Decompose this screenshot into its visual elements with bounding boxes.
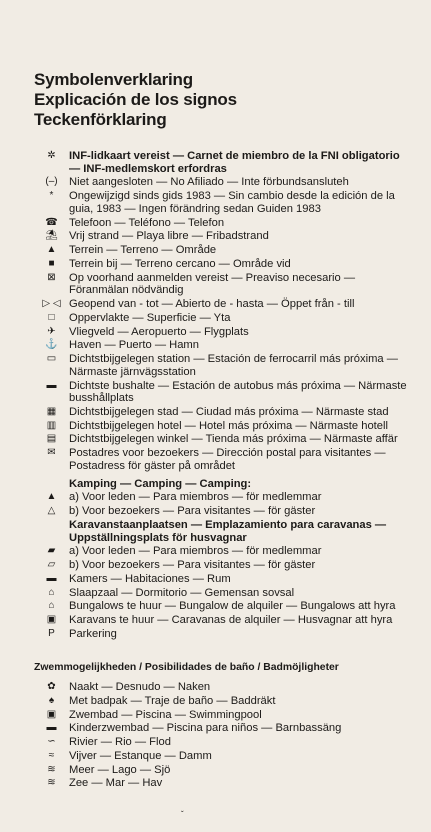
symbol-icon: ∽	[47, 736, 56, 748]
legend-text: Telefoon — Teléfono — Telefon	[69, 216, 225, 229]
legend-row	[34, 505, 409, 518]
legend-text: Kamers — Habitaciones — Rum	[69, 572, 231, 585]
symbol-icon: ▭	[46, 353, 57, 365]
legend-row	[34, 406, 409, 419]
legend-text: Dichtstbijgelegen station — Estación de ferrocarril más próxima — Närmaste järnvägsstation	[69, 353, 398, 378]
legend-row	[34, 326, 409, 339]
symbol-icon: ✲	[47, 150, 56, 161]
legend-row	[34, 244, 409, 257]
symbol-icon: ✉	[47, 447, 56, 459]
symbol-icon: ▲	[46, 244, 57, 256]
legend-text: Karavanstaanplaatsen — Emplazamiento para caravanas — Uppställningsplats för husvagnar	[69, 518, 387, 544]
title-block	[34, 70, 237, 130]
legend-text: INF-lidkaart vereist — Carnet de miembro de la FNI obligatorio — INF-medlemskort erfordras	[69, 150, 400, 175]
symbol-list	[34, 150, 409, 642]
symbol-icon: ☎	[45, 216, 58, 228]
legend-text: Niet aangesloten — No Afiliado — Inte förbundsansluteh	[69, 176, 349, 189]
symbol-icon: ⚓	[45, 339, 58, 351]
symbol-icon: *	[49, 190, 54, 202]
legend-row	[34, 722, 409, 735]
title-swedish: Teckenförklaring	[34, 110, 167, 129]
legend-row	[34, 420, 409, 433]
legend-row	[34, 681, 409, 694]
symbol-icon: ▬	[46, 379, 57, 391]
legend-text: Slaapzaal — Dormitorio — Gemensan sovsal	[69, 586, 295, 599]
symbol-icon: ▰	[47, 545, 56, 557]
title-dutch: Symbolenverklaring	[34, 70, 193, 89]
legend-row	[34, 380, 409, 405]
legend-text: Dichtstbijgelegen stad — Ciudad más próxima — Närmaste stad	[69, 405, 389, 418]
legend-text: Parkering	[69, 628, 117, 641]
legend-row	[34, 777, 409, 790]
legend-text: Zwembad — Piscina — Swimmingpool	[69, 708, 262, 721]
legend-row	[34, 433, 409, 446]
swimming-heading: Zwemmogelijkheden / Posibilidades de baño / Badmöjligheter	[34, 662, 339, 673]
legend-text: Haven — Puerto — Hamn	[69, 339, 199, 352]
symbol-icon: ⛱	[45, 230, 58, 242]
legend-text: Postadres voor bezoekers — Dirección postal para visitantes — Postadress för gäster på området	[69, 447, 386, 472]
legend-text: a) Voor leden — Para miembros — för medlemmar	[69, 491, 322, 504]
symbol-icon: ≋	[47, 777, 56, 789]
legend-text: Zee — Mar — Hav	[69, 777, 163, 790]
legend-row	[34, 519, 409, 544]
legend-text: Vijver — Estanque — Damm	[69, 749, 212, 762]
swimming-list	[34, 681, 409, 791]
symbol-icon: P	[48, 628, 55, 640]
legend-row	[34, 695, 409, 708]
legend-text: Op voorhand aanmelden vereist — Preaviso necesario — Föranmälan nödvändig	[69, 271, 356, 297]
legend-row	[34, 559, 409, 572]
legend-row	[34, 736, 409, 749]
symbol-icon: ▷ ◁	[42, 298, 61, 310]
legend-text: Met badpak — Traje de baño — Baddräkt	[69, 694, 276, 707]
legend-row	[34, 258, 409, 271]
symbol-icon: ✈	[47, 325, 56, 337]
legend-text: b) Voor bezoekers — Para visitantes — för gäster	[69, 559, 316, 572]
legend-row	[34, 272, 409, 297]
legend-text: Kamping — Camping — Camping:	[69, 477, 252, 490]
symbol-icon: ▣	[46, 708, 57, 720]
legend-row	[34, 545, 409, 558]
legend-row	[34, 491, 409, 504]
symbol-icon: □	[48, 311, 55, 323]
symbol-icon: △	[47, 505, 56, 517]
symbol-icon: ♠	[48, 694, 55, 706]
symbol-icon: ▤	[46, 433, 57, 445]
symbol-icon: ⌂	[48, 586, 55, 598]
legend-text: Dichtstbijgelegen winkel — Tienda más próxima — Närmaste affär	[69, 433, 398, 446]
symbol-icon: ■	[48, 257, 55, 269]
legend-row	[34, 339, 409, 352]
legend-row	[34, 150, 409, 175]
legend-row	[34, 764, 409, 777]
legend-text: b) Voor bezoekers — Para visitantes — för gäster	[69, 505, 316, 518]
legend-row	[34, 230, 409, 243]
legend-text: Vrij strand — Playa libre — Fribadstrand	[69, 230, 269, 243]
page-mark: ˇ	[181, 810, 184, 819]
title-spanish: Explicación de los signos	[34, 90, 237, 109]
legend-text: Geopend van - tot — Abierto de - hasta — Öppet från - till	[69, 298, 355, 311]
legend-row	[34, 478, 409, 491]
legend-text: a) Voor leden — Para miembros — för medlemmar	[69, 545, 322, 558]
symbol-icon: ≋	[47, 763, 56, 775]
legend-row	[34, 312, 409, 325]
legend-text: Meer — Lago — Sjö	[69, 763, 171, 776]
legend-row	[34, 176, 409, 189]
legend-text: Naakt — Desnudo — Naken	[69, 681, 211, 693]
legend-text: Ongewijzigd sinds gids 1983 — Sin cambio desde la edición de la guia, 1983 — Ingen förändring sedan Guiden 1983	[69, 190, 395, 215]
legend-row	[34, 447, 409, 472]
legend-text: Vliegveld — Aeropuerto — Flygplats	[69, 325, 249, 338]
legend-text: Dichtste bushalte — Estación de autobus más próxima — Närmaste busshållplats	[69, 379, 407, 405]
symbol-icon: ⊠	[47, 271, 56, 283]
symbol-icon: ▥	[46, 419, 57, 431]
symbol-icon: ≈	[48, 749, 55, 761]
legend-row	[34, 217, 409, 230]
legend-text: Dichtstbijgelegen hotel — Hotel más próxima — Närmaste hotell	[69, 419, 388, 432]
legend-row	[34, 573, 409, 586]
symbol-icon: ▬	[46, 572, 57, 584]
legend-text: Bungalows te huur — Bungalow de alquiler — Bungalows att hyra	[69, 600, 396, 613]
symbol-icon: ▲	[46, 491, 57, 503]
legend-row	[34, 600, 409, 613]
symbol-icon: (–)	[45, 176, 58, 188]
legend-row	[34, 628, 409, 641]
symbol-icon: ✿	[47, 681, 56, 692]
legend-row	[34, 750, 409, 763]
legend-row	[34, 298, 409, 311]
symbol-icon: ▦	[46, 405, 57, 417]
legend-text: Kinderzwembad — Piscina para niños — Barnbassäng	[69, 722, 342, 735]
legend-row	[34, 353, 409, 378]
legend-row	[34, 614, 409, 627]
legend-row	[34, 587, 409, 600]
symbol-icon: ▱	[47, 559, 56, 571]
legend-row	[34, 190, 409, 215]
symbol-icon: ⌂	[48, 600, 55, 612]
legend-row	[34, 709, 409, 722]
legend-text: Terrein bij — Terreno cercano — Område vid	[69, 257, 291, 270]
symbol-icon: ▣	[46, 614, 57, 626]
legend-text: Oppervlakte — Superficie — Yta	[69, 311, 231, 324]
legend-text: Karavans te huur — Caravanas de alquiler — Husvagnar att hyra	[69, 614, 393, 627]
legend-text: Rivier — Rio — Flod	[69, 736, 171, 749]
legend-text: Terrein — Terreno — Område	[69, 244, 217, 257]
symbol-icon: ▬	[46, 722, 57, 734]
